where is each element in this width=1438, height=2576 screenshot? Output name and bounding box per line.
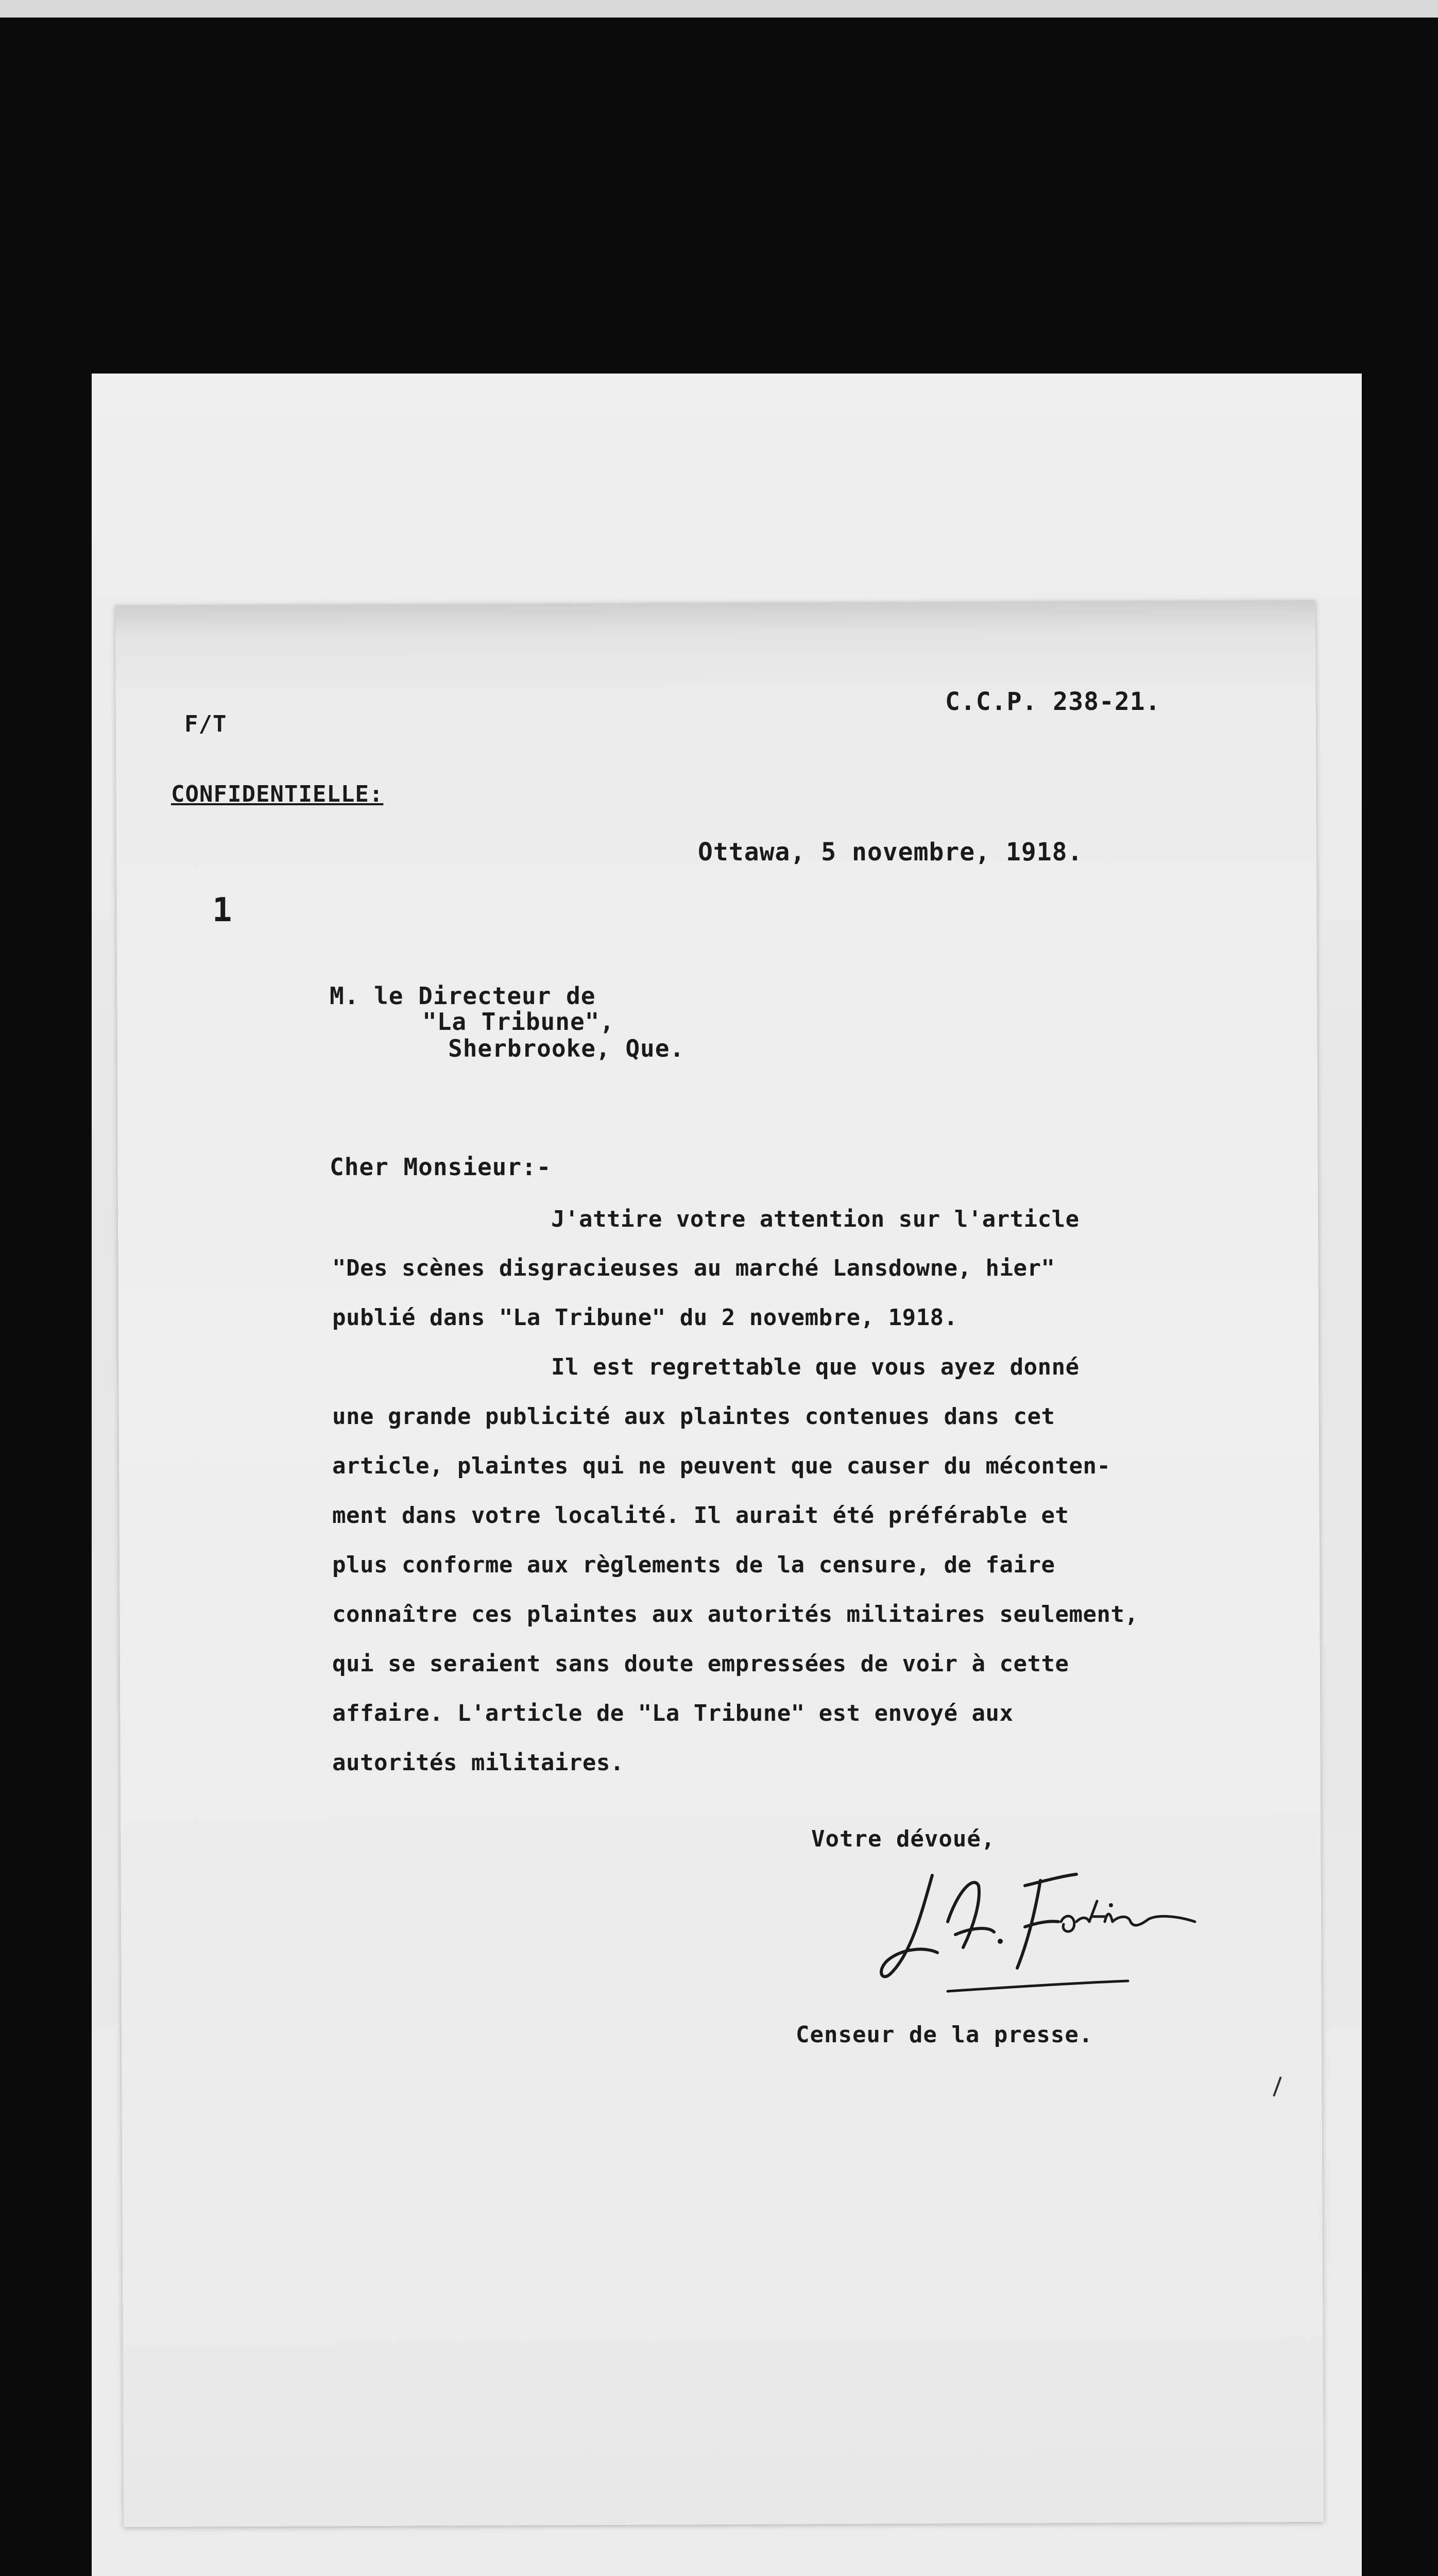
address-line-3: Sherbrooke, Que. [448,1035,685,1062]
body-line: plus conforme aux règlements de la censure, de faire [332,1552,1055,1578]
film-frame-top [0,0,1438,18]
initials: F/T [184,711,227,737]
handwritten-mark: 1 [212,891,233,929]
body-line: article, plaintes qui ne peuvent que causer du méconten- [332,1453,1111,1479]
salutation: Cher Monsieur:- [330,1153,552,1181]
signatory-title: Censeur de la presse. [796,2022,1093,2048]
handwritten-signature [870,1844,1210,1999]
address-line-2: "La Tribune", [422,1008,615,1036]
body-line: une grande publicité aux plaintes contenues dans cet [332,1403,1055,1430]
body-line: J'attire votre attention sur l'article [551,1206,1080,1232]
body-line: publié dans "La Tribune" du 2 novembre, 1918. [332,1304,958,1331]
body-line: connaître ces plaintes aux autorités militaires seulement, [332,1601,1139,1628]
body-line: affaire. L'article de "La Tribune" est envoyé aux [332,1700,1014,1726]
body-line: Il est regrettable que vous ayez donné [551,1354,1080,1380]
body-line: "Des scènes disgracieuses au marché Lansdowne, hier" [332,1255,1055,1281]
body-line: ment dans votre localité. Il aurait été préférable et [332,1502,1069,1529]
closing: Votre dévoué, [811,1826,996,1852]
letter-date: Ottawa, 5 novembre, 1918. [698,838,1083,867]
body-line: qui se seraient sans doute empressées de voir à cette [332,1651,1069,1677]
address-line-1: M. le Directeur de [330,982,596,1010]
body-line: autorités militaires. [332,1750,624,1776]
reference-number: C.C.P. 238-21. [945,687,1161,716]
confidential-heading: CONFIDENTIELLE: [171,781,384,807]
